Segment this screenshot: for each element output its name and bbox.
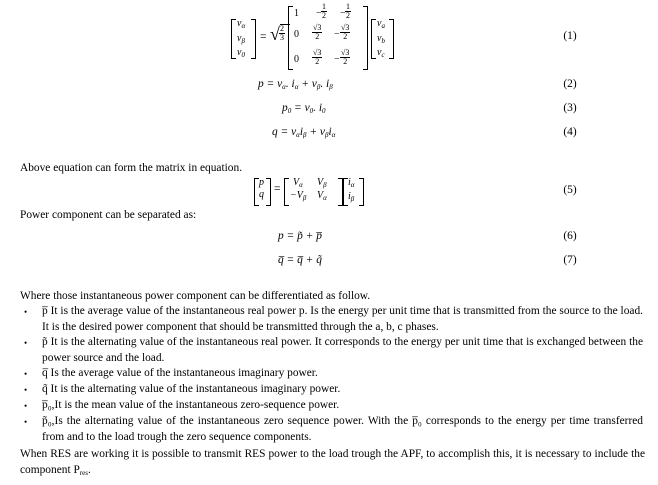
bullet-icon: • (24, 385, 28, 395)
matrix-bracket-left (288, 6, 293, 70)
bullet-icon: • (24, 369, 28, 379)
equation-number: (3) (563, 102, 577, 114)
equals-sign: = (260, 31, 267, 43)
list-item: p̃₀,Is the alternating value of the instantaneous zero sequence power. With the p̅₀ corresponds to the energy per time transferred from and to the load trough the zero sequence components. (42, 415, 643, 443)
equation-number: (2) (563, 78, 577, 90)
matrix-bracket-left (231, 19, 236, 59)
sqrt-symbol: √ (270, 24, 280, 44)
paragraph: When RES are working it is possible to transmit RES power to the load trough the APF, to accomplish this, it is necessary to include the component Pres. (20, 448, 645, 477)
list-item: p̃ It is the alternating value of the instantaneous real power. It corresponds to the energy per unit time that is exchanged between the power source and the load. (42, 336, 643, 364)
equation-7: q̅ = q̅ + q̃ (278, 254, 322, 266)
paragraph: Power component can be separated as: (20, 209, 197, 221)
paragraph: Where those instantaneous power component can be differentiated as follow. (20, 290, 371, 302)
matrix-bracket-right (266, 178, 271, 206)
lhs-vector: p q (259, 177, 264, 200)
equation-number: (4) (563, 126, 577, 138)
equation-3: $p_0 = v_0$. $i_0$ (282, 102, 326, 115)
rhs-vector: $v_a$ $v_b$ $v_c$ (377, 18, 385, 59)
matrix-bracket-right (359, 178, 364, 206)
equation-number: (7) (563, 254, 577, 266)
matrix-bracket-right (363, 6, 368, 70)
equation-number: (1) (563, 30, 577, 42)
bullet-icon: • (24, 401, 28, 411)
matrix-bracket-left (371, 19, 376, 59)
equation-2: $p = v_\alpha$. $i_\alpha + v_\beta$. $i_\beta$ (258, 78, 333, 91)
power-matrix: $V_\alpha$ $V_\beta$ $-V_\beta$ $V_\alpha$ (290, 177, 327, 202)
matrix-bracket-right (389, 19, 394, 59)
list-item: q̅ Is the average value of the instantaneous imaginary power. (42, 367, 318, 379)
equation-4: $q = v_\alpha i_\beta + v_\beta i_\alpha$ (272, 126, 336, 139)
equation-number: (6) (563, 230, 577, 242)
list-item: p̅ It is the average value of the instantaneous real power p. Is the energy per unit time that is transmitted from the source to the load. It is the desired power component that should be transmitted through the a, b, c phases. (42, 305, 643, 333)
list-item: p̅₀,It is the mean value of the instantaneous zero-sequence power. (42, 399, 340, 411)
rhs-vector: $i_\alpha$ $i_\beta$ (348, 177, 355, 203)
lhs-vector: $v_\alpha$ $v_\beta$ $v_0$ (237, 18, 246, 59)
matrix-bracket-right (251, 19, 256, 59)
bullet-icon: • (24, 307, 28, 317)
list-item: q̃ It is the alternating value of the instantaneous imaginary power. (42, 383, 341, 395)
equation-number: (5) (563, 184, 577, 196)
transform-matrix: 1 − $\frac{1}{2}$ − $\frac{1}{2}$ 0 $\frac{√3}{2}$ − $\frac{√3}{2}$ 0 $\frac{√3}{2}$ − $\frac{√3}{2}$ (294, 2, 350, 66)
matrix-bracket-left (284, 178, 289, 206)
equation-6: p = p̃ + p̅ (278, 230, 322, 242)
paragraph: Above equation can form the matrix in equation. (20, 162, 243, 174)
coefficient-fraction: $\frac{2}{3}$ (280, 24, 284, 42)
bullet-icon: • (24, 338, 28, 348)
bullet-icon: • (24, 417, 28, 427)
equals-sign: = (274, 183, 281, 195)
